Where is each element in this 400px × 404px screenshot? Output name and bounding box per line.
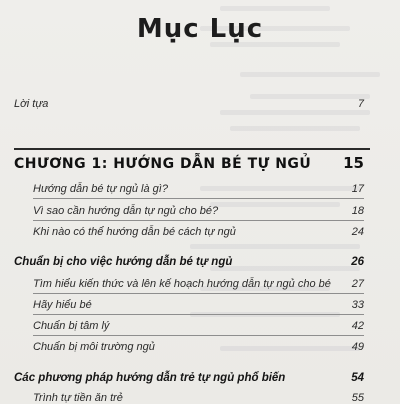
toc-entry (33, 299, 364, 311)
toc-entry-label: Khi nào có thể hướng dẫn bé cách tự ngủ (33, 226, 236, 238)
toc-section-label: Các phương pháp hướng dẫn trẻ tự ngủ phổ biến (14, 372, 286, 384)
toc-entry-page: 24 (351, 226, 364, 238)
toc-section-2 (14, 372, 364, 384)
toc-section-page: 26 (351, 256, 364, 268)
toc-entry (33, 205, 364, 217)
toc-entry-page: 17 (351, 183, 364, 195)
toc-section-1 (14, 256, 364, 268)
toc-entry-page: 27 (351, 278, 364, 290)
page-title: Mục Lục (136, 14, 264, 44)
toc-section-page: 54 (351, 372, 364, 384)
toc-entry (33, 392, 364, 404)
toc-entry (33, 183, 364, 195)
toc-entry (33, 226, 364, 238)
entry-separator (33, 314, 364, 315)
toc-entry-page: 18 (351, 205, 364, 217)
entry-separator (33, 335, 364, 336)
toc-section-label: Chuẩn bị cho việc hướng dẫn bé tự ngủ (14, 256, 233, 268)
entry-separator (33, 293, 364, 294)
toc-entry-label: Trình tự tiền ăn trẻ (33, 392, 123, 404)
toc-chapter-label: CHƯƠNG 1: HƯỚNG DẪN BÉ TỰ NGỦ (14, 156, 312, 172)
toc-entry-label: Vì sao cần hướng dẫn tự ngủ cho bé? (33, 205, 219, 217)
toc-chapter-page: 15 (343, 154, 364, 172)
toc-entry-page: 42 (351, 320, 364, 332)
reverse-side-show-through (180, 0, 400, 400)
toc-entry-page: 7 (357, 98, 364, 110)
toc-entry (33, 320, 364, 332)
toc-entry (33, 278, 364, 290)
toc-chapter-1 (14, 154, 364, 172)
toc-entry-page: 33 (351, 299, 364, 311)
toc-entry-page: 55 (351, 392, 364, 404)
entry-separator (33, 198, 364, 199)
toc-entry-label: Hãy hiểu bé (33, 299, 92, 311)
toc-entry-label: Chuẩn bị môi trường ngủ (33, 341, 155, 353)
toc-entry-page: 49 (351, 341, 364, 353)
entry-separator (33, 220, 364, 221)
toc-entry-label: Chuẩn bị tâm lý (33, 320, 110, 332)
chapter-divider (14, 148, 370, 150)
toc-entry-label: Tìm hiểu kiến thức và lên kế hoạch hướng dẫn tự ngủ cho bé (33, 278, 331, 290)
toc-entry-label: Lời tựa (14, 98, 49, 110)
toc-entry-preface (14, 98, 364, 110)
toc-entry-label: Hướng dẫn bé tự ngủ là gì? (33, 183, 168, 195)
toc-entry (33, 341, 364, 353)
